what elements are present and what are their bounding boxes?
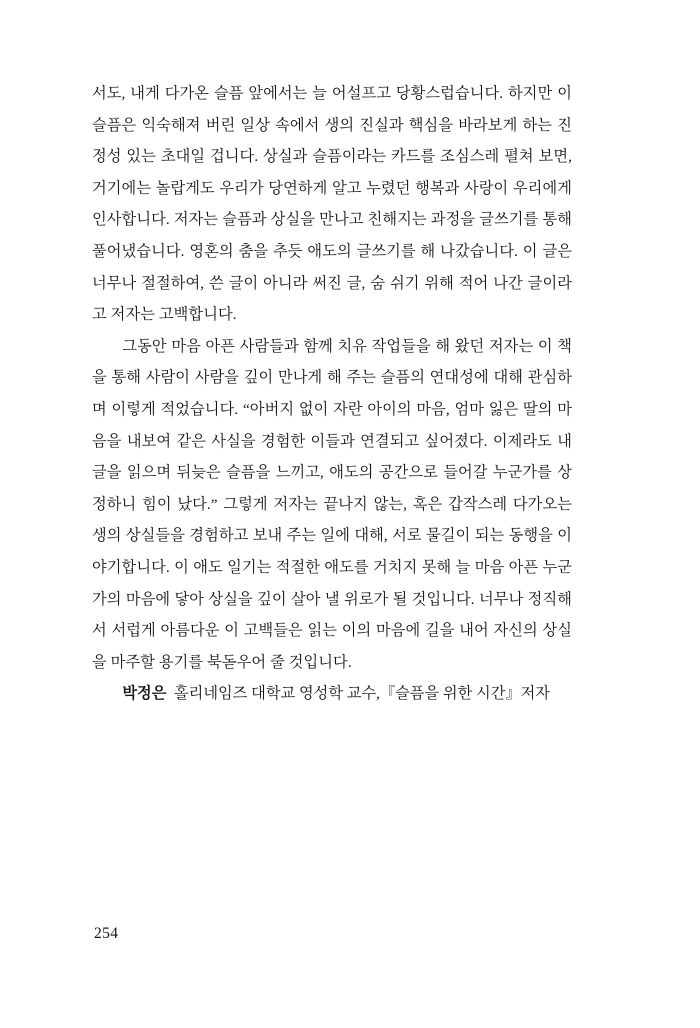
signature-line <box>92 678 572 710</box>
signature-author-affiliation: 홀리네임즈 대학교 영성학 교수,『슬픔을 위한 시간』저자 <box>174 685 550 703</box>
text-column <box>92 78 572 710</box>
paragraph-2: 그동안 마음 아픈 사람들과 함께 치유 작업들을 해 왔던 저자는 이 책을 통해 사람이 사람을 깊이 만나게 해 주는 슬픔의 연대성에 대해 관심하며 이렇게 적었습니다. “아버지 없이 자란 아이의 마음, 엄마 잃은 딸의 마음을 내보여 같은 사실을 경험한 이들과 연결되고 싶어졌다. 이제라도 내 글을 읽으며 뒤늦은 슬픔을 느끼고, 애도의 공간으로 들어갈 누군가를 상정하니 힘이 났다.” 그렇게 저자는 끝나지 않는, 혹은 갑작스레 다가오는 생의 상실들을 경험하고 보내 주는 일에 대해, 서로 물길이 되는 동행을 이야기합니다. 이 애도 일기는 적절한 애도를 거치지 못해 늘 마음 아픈 누군가의 마음에 닿아 상실을 깊이 살아 낼 위로가 될 것입니다. 너무나 정직해서 서럽게 아름다운 이 고백들은 읽는 이의 마음에 길을 내어 자신의 상실을 마주할 용기를 북돋우어 줄 것입니다. <box>92 337 572 671</box>
paragraph-1: 서도, 내게 다가온 슬픔 앞에서는 늘 어설프고 당황스럽습니다. 하지만 이 슬픔은 익숙해져 버린 일상 속에서 생의 진실과 핵심을 바라보게 하는 진정성 있는 초대일 겁니다. 상실과 슬픔이라는 카드를 조심스레 펼쳐 보면, 거기에는 놀랍게도 우리가 당연하게 알고 누렸던 행복과 사랑이 우리에게 인사합니다. 저자는 슬픔과 상실을 만나고 친해지는 과정을 글쓰기를 통해 풀어냈습니다. 영혼의 춤을 추듯 애도의 글쓰기를 해 나갔습니다. 이 글은 너무나 절절하여, 쓴 글이 아니라 써진 글, 숨 쉬기 위해 적어 나간 글이라고 저자는 고백합니다. <box>92 85 572 324</box>
page-number: 254 <box>94 925 119 942</box>
signature-author-name: 박정은 <box>122 685 167 703</box>
